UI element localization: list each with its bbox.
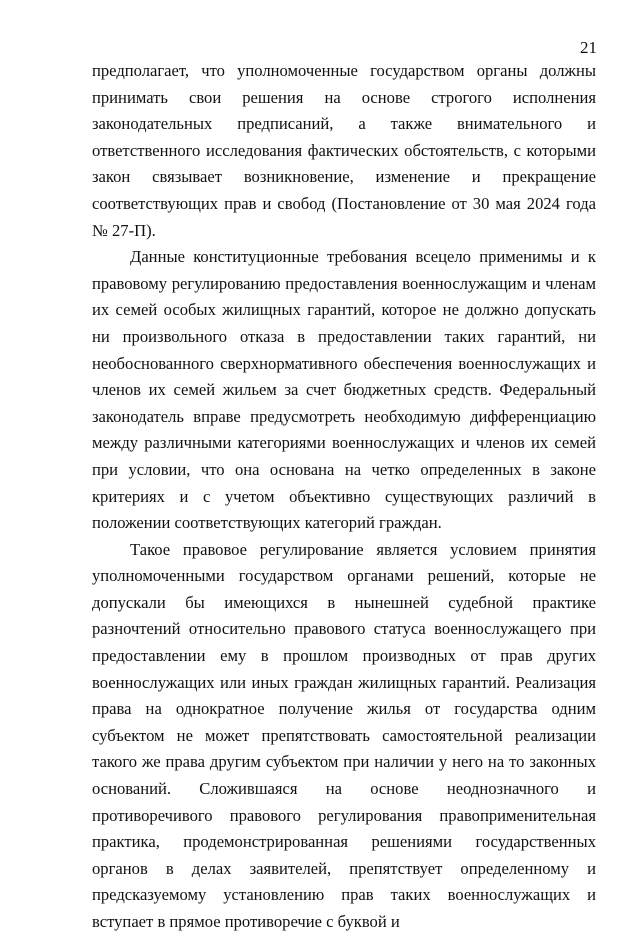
paragraph: Такое правовое регулирование является условием принятия уполномоченными государством органами решений, которые не допускали бы имеющихся в нынешней судебной практике разночтений относительно правового статуса военнослужащего при предоставлении ему в прошлом производных от прав других военнослужащих или иных граждан жилищных гарантий. Реализация права на однократное получение жилья от государства одним субъектом не может препятствовать самостоятельной реализации такого же права другим субъектом при наличии у него на то законных оснований. Сложившаяся на основе неоднозначного и противоречивого правового регулирования правоприменительная практика, продемонстрированная решениями государственных органов в делах заявителей, препятствует определенному и предсказуемому установлению прав таких военнослужащих и вступает в прямое противоречие с буквой и xyxy=(92,539,596,931)
page-number: 21 xyxy=(580,38,597,57)
paragraph-continuation: предполагает, что уполномоченные государством органы должны принимать свои решения на основе строгого исполнения законодательных предписаний, а также внимательного и ответственного исследования фактических обстоятельств, с которыми закон связывает возникновение, изменение и прекращение соответствующих прав и свобод (Постановление от 30 мая 2024 года № 27-П). xyxy=(92,61,596,240)
document-body xyxy=(92,58,596,936)
paragraph: Данные конституционные требования всецело применимы и к правовому регулированию предоставления военнослужащим и членам их семей особых жилищных гарантий, которое не должно допускать ни произвольного отказа в предоставлении таких гарантий, ни необоснованного сверхнормативного обеспечения военнослужащих и членов их семей жильем за счет бюджетных средств. Федеральный законодатель вправе предусмотреть необходимую дифференциацию между различными категориями военнослужащих и членов их семей при условии, что она основана на четко определенных в законе критериях и с учетом объективно существующих различий в положении соответствующих категорий граждан. xyxy=(92,247,596,533)
